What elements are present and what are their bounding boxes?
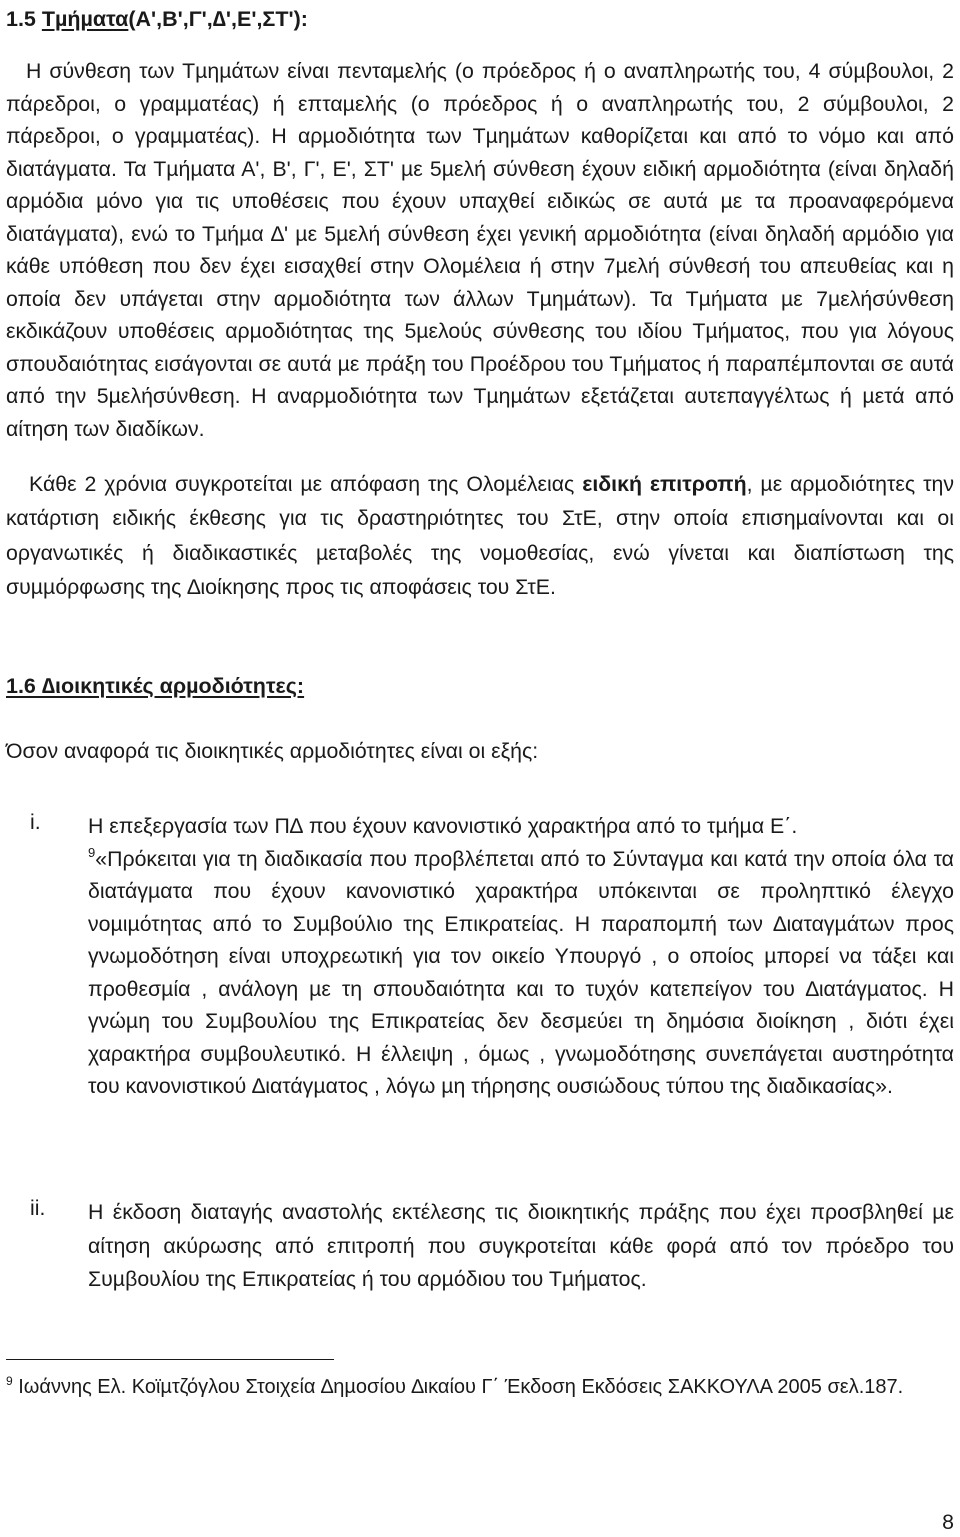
list-item-body — [88, 810, 954, 1103]
section-1-5-number: 1.5 — [6, 7, 42, 31]
footnote — [6, 1372, 954, 1403]
footnote-reference: 9 — [88, 844, 96, 860]
list-marker: i. — [30, 810, 41, 834]
section-1-5-title-rest: (Α',Β',Γ',∆',Ε',ΣΤ'): — [128, 7, 308, 31]
footnote-number: 9 — [6, 1374, 13, 1388]
footnote-text: Ιωάννης Ελ. Κοϊµτζόγλου Στοιχεία ∆ηµοσίου ∆ικαίου Γ΄ Έκδοση Εκδόσεις ΣΑΚΚΟΥΛΑ 2005 σελ.187. — [12, 1376, 904, 1398]
document-page — [6, 0, 954, 1537]
list-item-body: Η έκδοση διαταγής αναστολής εκτέλεσης τις διοικητικής πράξης που έχει προσβληθεί µε αίτηση ακύρωσης από επιτροπή που συγκροτείται κάθε φορά από τον πρόεδρο του Συµβουλίου της Επικρατείας ή του αρµόδιου του Τµήµατος. — [88, 1200, 954, 1291]
section-1-5-paragraph-1: Η σύνθεση των Τµηµάτων είναι πενταµελής (ο πρόεδρος ή ο αναπληρωτής του, 4 σύµβουλοι, 2 πάρεδροι, ο γραµµατέας) ή επταµελής (ο πρόεδρος ή ο αναπληρωτής του, 2 σύµβουλοι, 2 πάρεδροι, ο γραµµατέας). Η αρµοδιότητα των Τµηµάτων καθορίζεται και από το νόµο και από διατάγµατα. Τα Τµήµατα Α', Β', Γ', Ε', ΣΤ' µε 5µελή σύνθεση έχουν ειδική αρµοδιότητα (είναι δηλαδή αρµόδια µόνο για τις υποθέσεις που έχουν υπαχθεί ειδικώς σε αυτά µε τα προαναφερόµενα διατάγµατα), ενώ το Τµήµα ∆' µε 5µελή σύνθεση έχει γενική αρµοδιότητα (είναι δηλαδή αρµόδιο για κάθε υπόθεση που δεν έχει εισαχθεί στην Ολοµέλεια ή στην 7µελή σύνθεσή του απευθείας και η οποία δεν υπάγεται στην αρµοδιότητα των άλλων Τµηµάτων). Τα Τµήµατα µε 7µελήσύνθεση εκδικάζουν υποθέσεις αρµοδιότητας της 5µελούς σύνθεσης του ιδίου Τµήµατος, που για λόγους σπουδαιότητας εισάγονται σε αυτά µε πράξη του Προέδρου του Τµήµατος ή παραπέµπονται σε αυτά από την 5µελήσύνθεση. Η αναρµοδιότητα των Τµηµάτων εξετάζεται αυτεπαγγέλτως ή µετά από αίτηση των διαδίκων. — [6, 59, 954, 441]
paragraph-2-text-before: Κάθε 2 χρόνια συγκροτείται µε απόφαση της Ολοµέλειας — [29, 472, 583, 496]
section-1-6-heading: 1.6 ∆ιοικητικές αρµοδιότητες: — [6, 674, 305, 698]
paragraph-2-text-after: , µε αρµοδιότητες την κατάρτιση ειδικής έκθεσης για τις δραστηριότητες του ΣτΕ, στην οποία επισηµαίνονται και οι οργανωτικές ή διαδικαστικές µεταβολές της νοµοθεσίας, ενώ γίνεται και διαπίστωση της συµµόρφωσης της ∆ιοίκησης προς τις αποφάσεις του ΣτΕ. — [6, 472, 954, 599]
quoted-definition: «Πρόκειται για τη διαδικασία που προβλέπεται από το Σύνταγµα και κατά την οποία όλα τα διατάγµατα που έχουν κανονιστικό χαρακτήρα υπόκεινται σε προληπτικό έλεγχο νοµιµότητας από το Συµβούλιο της Επικρατείας. Η παραποµπή των ∆ιαταγµάτων προς γνωµοδότηση είναι υποχρεωτική για τον οικείο Υπουργό , ο οποίος µπορεί να τάξει και προθεσµία , ανάλογη µε τη σπουδαιότητα και το τυχόν κατεπείγον του ∆ιατάγµατος. Η γνώµη του Συµβουλίου της Επικρατείας δεν δεσµεύει τη δηµόσια διοίκηση , διότι έχει χαρακτήρα συµβουλευτικό. Η έλλειψη , όµως , γνωµοδότησης συνεπάγεται αυστηρότητα του κανονιστικού ∆ιατάγµατος , λόγω µη τήρησης ουσιώδους τύπου της διαδικασίας». — [88, 846, 954, 1098]
section-1-5-paragraph-2 — [6, 467, 954, 604]
section-1-6-intro: Όσον αναφορά τις διοικητικές αρµοδιότητες είναι οι εξής: — [6, 739, 539, 763]
footnote-separator — [6, 1359, 334, 1360]
page-number: 8 — [942, 1510, 954, 1534]
list-marker: ii. — [30, 1196, 46, 1220]
section-1-5-heading — [6, 4, 308, 34]
section-1-5-title-underlined: Τµήµατα — [41, 7, 129, 31]
special-committee-emphasis: ειδική επιτροπή — [582, 472, 747, 496]
list-item-first-line: Η επεξεργασία των Π∆ που έχουν κανονιστικό χαρακτήρα από το τµήµα Ε΄. — [88, 814, 798, 838]
